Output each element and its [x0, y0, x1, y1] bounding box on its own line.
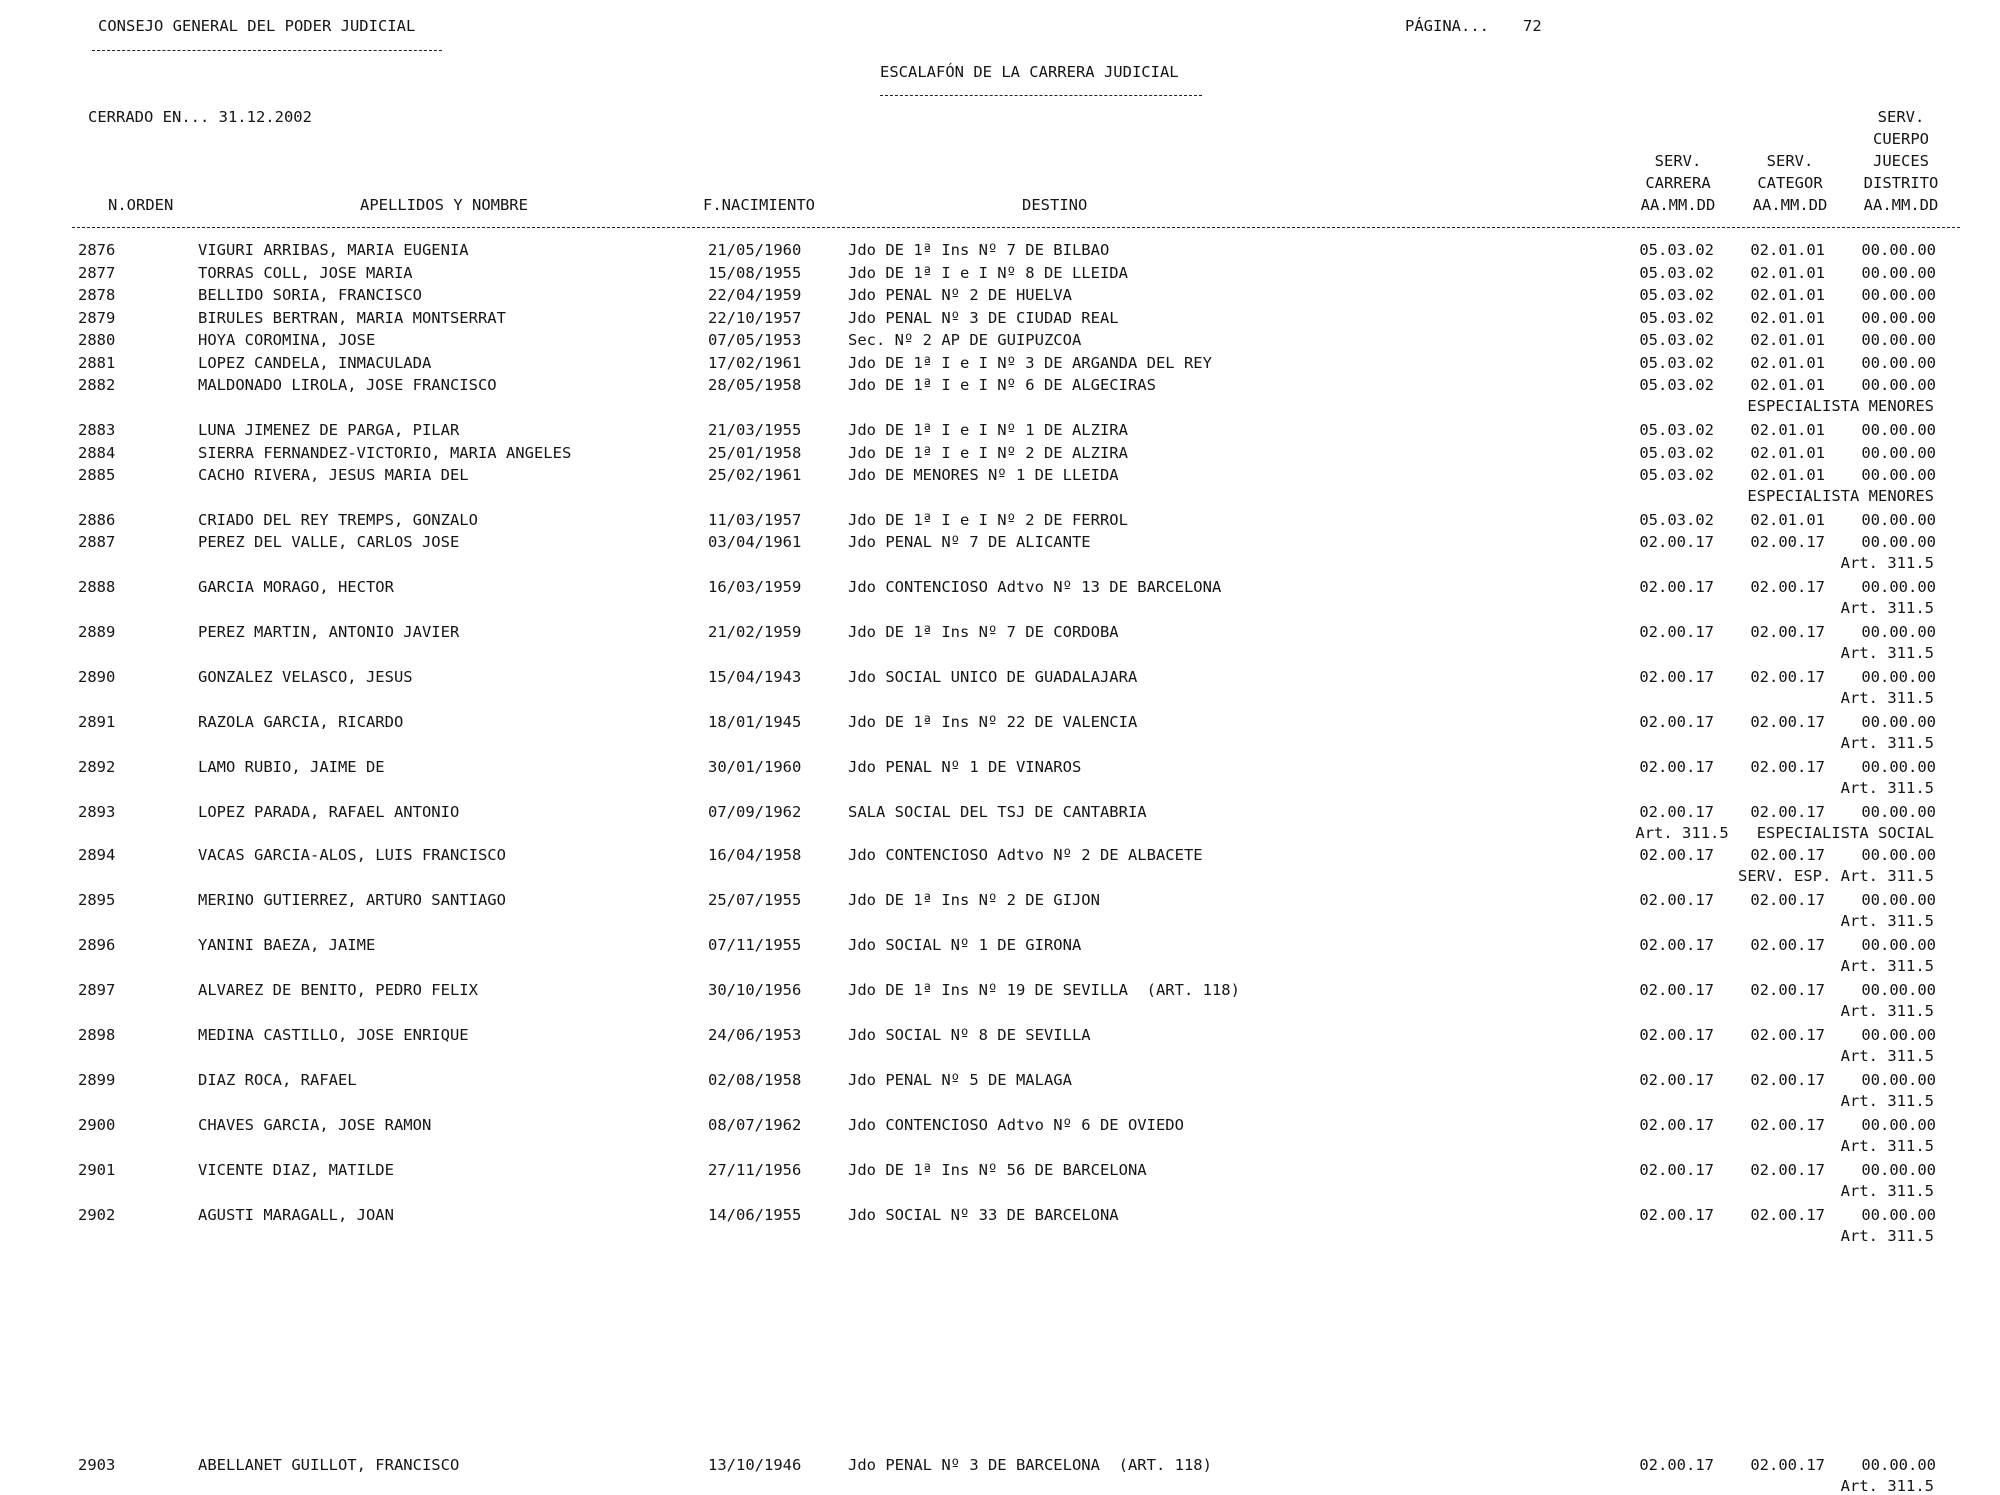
cell-dest: Jdo SOCIAL UNICO DE GUADALAJARA: [848, 668, 1138, 686]
cell-name: BELLIDO SORIA, FRANCISCO: [198, 286, 422, 304]
cell-dist: 00.00.00: [1861, 309, 1936, 327]
cell-dist: 00.00.00: [1861, 1026, 1936, 1044]
cell-n: 2878: [78, 286, 116, 304]
cell-dist: 00.00.00: [1861, 578, 1936, 596]
row-note: Art. 311.5: [1840, 1092, 1934, 1110]
cell-n: 2896: [78, 936, 116, 954]
cell-cat: 02.01.01: [1750, 376, 1825, 394]
row-note: Art. 311.5: [1840, 1182, 1934, 1200]
col-serv-cuerpo-2: CUERPO: [1873, 130, 1929, 148]
cell-cat: 02.00.17: [1750, 981, 1825, 999]
cell-n: 2898: [78, 1026, 116, 1044]
cell-name: CHAVES GARCIA, JOSE RAMON: [198, 1116, 432, 1134]
table-row: [0, 353, 2000, 375]
cell-dest: Jdo DE 1ª I e I Nº 2 DE ALZIRA: [848, 444, 1128, 462]
table-row: [0, 285, 2000, 307]
cell-born: 08/07/1962: [708, 1116, 802, 1134]
cell-car: 05.03.02: [1639, 376, 1714, 394]
cell-dist: 00.00.00: [1861, 376, 1936, 394]
table-row: [0, 510, 2000, 532]
cell-name: HOYA COROMINA, JOSE: [198, 331, 376, 349]
cell-name: GONZALEZ VELASCO, JESUS: [198, 668, 413, 686]
cell-cat: 02.00.17: [1750, 1071, 1825, 1089]
cell-dest: Jdo CONTENCIOSO Adtvo Nº 6 DE OVIEDO: [848, 1116, 1184, 1134]
table-row: [0, 443, 2000, 465]
cell-cat: 02.00.17: [1750, 758, 1825, 776]
row-note: Art. 311.5: [1840, 734, 1934, 752]
cell-dist: 00.00.00: [1861, 466, 1936, 484]
cell-car: 02.00.17: [1639, 623, 1714, 641]
cell-name: LOPEZ CANDELA, INMACULADA: [198, 354, 432, 372]
cell-car: 02.00.17: [1639, 803, 1714, 821]
col-destino: DESTINO: [1022, 196, 1088, 214]
col-nacimiento: F.NACIMIENTO: [703, 196, 815, 214]
cell-dest: Jdo DE 1ª I e I Nº 1 DE ALZIRA: [848, 421, 1128, 439]
closing-date: CERRADO EN... 31.12.2002: [88, 108, 312, 126]
cell-cat: 02.00.17: [1750, 1161, 1825, 1179]
cell-dist: 00.00.00: [1861, 846, 1936, 864]
cell-name: LUNA JIMENEZ DE PARGA, PILAR: [198, 421, 460, 439]
col-serv-cuerpo-1: SERV.: [1877, 108, 1925, 126]
cell-n: 2891: [78, 713, 116, 731]
cell-born: 25/02/1961: [708, 466, 802, 484]
cell-dist: 00.00.00: [1861, 354, 1936, 372]
table-row: [0, 935, 2000, 957]
cell-dest: Jdo DE MENORES Nº 1 DE LLEIDA: [848, 466, 1119, 484]
cell-n: 2887: [78, 533, 116, 551]
col-serv-carrera-3: AA.MM.DD: [1640, 196, 1716, 214]
cell-dest: Sec. Nº 2 AP DE GUIPUZCOA: [848, 331, 1082, 349]
cell-cat: 02.01.01: [1750, 444, 1825, 462]
cell-born: 30/10/1956: [708, 981, 802, 999]
cell-dest: Jdo PENAL Nº 2 DE HUELVA: [848, 286, 1072, 304]
cell-born: 22/04/1959: [708, 286, 802, 304]
cell-n: 2879: [78, 309, 116, 327]
row-note: Art. 311.5: [1840, 1227, 1934, 1245]
table-row: [0, 1025, 2000, 1047]
cell-born: 07/09/1962: [708, 803, 802, 821]
row-note: Art. 311.5: [1840, 644, 1934, 662]
table-row: [0, 465, 2000, 487]
cell-born: 07/05/1953: [708, 331, 802, 349]
table-row: [0, 980, 2000, 1002]
row-note: Art. 311.5: [1840, 1137, 1934, 1155]
cell-dest: Jdo DE 1ª Ins Nº 7 DE BILBAO: [848, 241, 1110, 259]
cell-name: PEREZ MARTIN, ANTONIO JAVIER: [198, 623, 460, 641]
cell-n: 2888: [78, 578, 116, 596]
cell-dist: 00.00.00: [1861, 936, 1936, 954]
cell-born: 30/01/1960: [708, 758, 802, 776]
cell-dist: 00.00.00: [1861, 1116, 1936, 1134]
cell-n: 2895: [78, 891, 116, 909]
institution-name: CONSEJO GENERAL DEL PODER JUDICIAL: [98, 17, 416, 35]
cell-car: 02.00.17: [1639, 1206, 1714, 1224]
table-row: [0, 712, 2000, 734]
cell-cat: 02.01.01: [1750, 331, 1825, 349]
table-row: [0, 1160, 2000, 1182]
col-serv-carrera-2: CARRERA: [1645, 174, 1711, 192]
cell-dist: 00.00.00: [1861, 511, 1936, 529]
row-note: Art. 311.5: [1840, 554, 1934, 572]
cell-name: VACAS GARCIA-ALOS, LUIS FRANCISCO: [198, 846, 506, 864]
row-note: SERV. ESP. Art. 311.5: [1738, 867, 1934, 885]
cell-dest: Jdo PENAL Nº 3 DE CIUDAD REAL: [848, 309, 1119, 327]
cell-car: 02.00.17: [1639, 981, 1714, 999]
cell-car: 05.03.02: [1639, 444, 1714, 462]
cell-name: GARCIA MORAGO, HECTOR: [198, 578, 394, 596]
cell-born: 27/11/1956: [708, 1161, 802, 1179]
cell-dest: Jdo CONTENCIOSO Adtvo Nº 13 DE BARCELONA: [848, 578, 1222, 596]
cell-car: 02.00.17: [1639, 668, 1714, 686]
cell-cat: 02.00.17: [1750, 1026, 1825, 1044]
cell-n: 2877: [78, 264, 116, 282]
cell-dist: 00.00.00: [1861, 331, 1936, 349]
cell-born: 21/05/1960: [708, 241, 802, 259]
table-row: [0, 622, 2000, 644]
cell-name: SIERRA FERNANDEZ-VICTORIO, MARIA ANGELES: [198, 444, 572, 462]
cell-dist: 00.00.00: [1861, 241, 1936, 259]
table-row: [0, 263, 2000, 285]
cell-dist: 00.00.00: [1861, 623, 1936, 641]
page-number: 72: [1523, 17, 1542, 35]
cell-name: ALVAREZ DE BENITO, PEDRO FELIX: [198, 981, 478, 999]
row-note: Art. 311.5: [1840, 779, 1934, 797]
row-note: Art. 311.5: [1840, 1002, 1934, 1020]
cell-born: 15/04/1943: [708, 668, 802, 686]
cell-cat: 02.00.17: [1750, 668, 1825, 686]
cell-cat: 02.00.17: [1750, 846, 1825, 864]
table-row: [0, 308, 2000, 330]
cell-name: MEDINA CASTILLO, JOSE ENRIQUE: [198, 1026, 469, 1044]
cell-dist: 00.00.00: [1861, 1206, 1936, 1224]
col-serv-carrera-1: SERV.: [1654, 152, 1702, 170]
cell-n: 2890: [78, 668, 116, 686]
cell-n: 2894: [78, 846, 116, 864]
cell-name: MERINO GUTIERREZ, ARTURO SANTIAGO: [198, 891, 506, 909]
cell-name: ABELLANET GUILLOT, FRANCISCO: [198, 1456, 460, 1474]
table-row: [0, 845, 2000, 867]
cell-car: 02.00.17: [1639, 1161, 1714, 1179]
cell-car: 02.00.17: [1639, 758, 1714, 776]
cell-name: AGUSTI MARAGALL, JOAN: [198, 1206, 394, 1224]
row-note: Art. 311.5: [1840, 912, 1934, 930]
cell-n: 2881: [78, 354, 116, 372]
cell-n: 2900: [78, 1116, 116, 1134]
cell-dist: 00.00.00: [1861, 803, 1936, 821]
cell-dest: Jdo PENAL Nº 3 DE BARCELONA (ART. 118): [848, 1456, 1212, 1474]
cell-name: CACHO RIVERA, JESUS MARIA DEL: [198, 466, 469, 484]
cell-born: 16/04/1958: [708, 846, 802, 864]
cell-dist: 00.00.00: [1861, 758, 1936, 776]
cell-born: 03/04/1961: [708, 533, 802, 551]
cell-cat: 02.00.17: [1750, 578, 1825, 596]
table-row: [0, 420, 2000, 442]
col-serv-categor-2: CATEGOR: [1757, 174, 1823, 192]
row-note: Art. 311.5: [1840, 599, 1934, 617]
cell-car: 02.00.17: [1639, 936, 1714, 954]
cell-cat: 02.00.17: [1750, 1456, 1825, 1474]
cell-name: DIAZ ROCA, RAFAEL: [198, 1071, 357, 1089]
cell-name: PEREZ DEL VALLE, CARLOS JOSE: [198, 533, 460, 551]
cell-born: 11/03/1957: [708, 511, 802, 529]
cell-n: 2899: [78, 1071, 116, 1089]
row-note: Art. 311.5: [1840, 1047, 1934, 1065]
cell-born: 28/05/1958: [708, 376, 802, 394]
cell-dest: Jdo DE 1ª Ins Nº 22 DE VALENCIA: [848, 713, 1138, 731]
cell-dist: 00.00.00: [1861, 286, 1936, 304]
cell-born: 18/01/1945: [708, 713, 802, 731]
cell-dist: 00.00.00: [1861, 1071, 1936, 1089]
cell-car: 02.00.17: [1639, 1116, 1714, 1134]
col-serv-categor-3: AA.MM.DD: [1752, 196, 1828, 214]
table-row: [0, 1205, 2000, 1227]
cell-born: 07/11/1955: [708, 936, 802, 954]
cell-car: 02.00.17: [1639, 846, 1714, 864]
cell-car: 05.03.02: [1639, 331, 1714, 349]
cell-n: 2883: [78, 421, 116, 439]
cell-dest: Jdo DE 1ª Ins Nº 2 DE GIJON: [848, 891, 1100, 909]
cell-car: 02.00.17: [1639, 891, 1714, 909]
cell-n: 2880: [78, 331, 116, 349]
col-n-orden: N.ORDEN: [108, 196, 174, 214]
cell-car: 02.00.17: [1639, 713, 1714, 731]
cell-dist: 00.00.00: [1861, 891, 1936, 909]
cell-cat: 02.01.01: [1750, 286, 1825, 304]
cell-born: 21/03/1955: [708, 421, 802, 439]
cell-dist: 00.00.00: [1861, 264, 1936, 282]
table-row: [0, 577, 2000, 599]
cell-born: 13/10/1946: [708, 1456, 802, 1474]
page-label: PÁGINA...: [1405, 17, 1489, 35]
col-serv-categor-1: SERV.: [1766, 152, 1814, 170]
table-row: [0, 532, 2000, 554]
cell-name: TORRAS COLL, JOSE MARIA: [198, 264, 413, 282]
cell-cat: 02.00.17: [1750, 891, 1825, 909]
cell-name: LAMO RUBIO, JAIME DE: [198, 758, 385, 776]
cell-cat: 02.01.01: [1750, 421, 1825, 439]
cell-n: 2901: [78, 1161, 116, 1179]
cell-n: 2902: [78, 1206, 116, 1224]
cell-n: 2892: [78, 758, 116, 776]
cell-dest: Jdo PENAL Nº 5 DE MALAGA: [848, 1071, 1072, 1089]
cell-n: 2876: [78, 241, 116, 259]
cell-born: 17/02/1961: [708, 354, 802, 372]
cell-n: 2897: [78, 981, 116, 999]
table-row: [0, 1455, 2000, 1477]
cell-born: 25/01/1958: [708, 444, 802, 462]
cell-born: 14/06/1955: [708, 1206, 802, 1224]
cell-born: 16/03/1959: [708, 578, 802, 596]
cell-dest: Jdo PENAL Nº 7 DE ALICANTE: [848, 533, 1091, 551]
table-row: [0, 1070, 2000, 1092]
cell-born: 25/07/1955: [708, 891, 802, 909]
table-row: [0, 240, 2000, 262]
cell-dest: Jdo DE 1ª Ins Nº 7 DE CORDOBA: [848, 623, 1119, 641]
cell-car: 05.03.02: [1639, 466, 1714, 484]
cell-dist: 00.00.00: [1861, 1161, 1936, 1179]
cell-car: 02.00.17: [1639, 1456, 1714, 1474]
cell-name: RAZOLA GARCIA, RICARDO: [198, 713, 404, 731]
cell-dest: Jdo SOCIAL Nº 33 DE BARCELONA: [848, 1206, 1119, 1224]
col-serv-cuerpo-4: DISTRITO: [1863, 174, 1939, 192]
cell-dist: 00.00.00: [1861, 713, 1936, 731]
cell-dest: Jdo DE 1ª Ins Nº 56 DE BARCELONA: [848, 1161, 1147, 1179]
cell-dest: Jdo DE 1ª Ins Nº 19 DE SEVILLA (ART. 118): [848, 981, 1240, 999]
cell-cat: 02.00.17: [1750, 623, 1825, 641]
table-row: [0, 330, 2000, 352]
cell-dest: Jdo PENAL Nº 1 DE VINAROS: [848, 758, 1082, 776]
cell-dist: 00.00.00: [1861, 981, 1936, 999]
table-row: [0, 375, 2000, 397]
cell-n: 2884: [78, 444, 116, 462]
document-title: ESCALAFÓN DE LA CARRERA JUDICIAL: [880, 63, 1179, 81]
cell-cat: 02.00.17: [1750, 533, 1825, 551]
cell-n: 2886: [78, 511, 116, 529]
cell-dest: SALA SOCIAL DEL TSJ DE CANTABRIA: [848, 803, 1147, 821]
cell-dest: Jdo SOCIAL Nº 8 DE SEVILLA: [848, 1026, 1091, 1044]
cell-name: VIGURI ARRIBAS, MARIA EUGENIA: [198, 241, 469, 259]
cell-cat: 02.00.17: [1750, 803, 1825, 821]
cell-cat: 02.01.01: [1750, 466, 1825, 484]
cell-cat: 02.00.17: [1750, 936, 1825, 954]
cell-name: LOPEZ PARADA, RAFAEL ANTONIO: [198, 803, 460, 821]
cell-name: YANINI BAEZA, JAIME: [198, 936, 376, 954]
cell-n: 2889: [78, 623, 116, 641]
cell-car: 05.03.02: [1639, 241, 1714, 259]
cell-cat: 02.01.01: [1750, 511, 1825, 529]
table-row: [0, 802, 2000, 824]
cell-car: 05.03.02: [1639, 421, 1714, 439]
cell-born: 02/08/1958: [708, 1071, 802, 1089]
cell-dest: Jdo SOCIAL Nº 1 DE GIRONA: [848, 936, 1082, 954]
cell-car: 02.00.17: [1639, 578, 1714, 596]
cell-born: 22/10/1957: [708, 309, 802, 327]
cell-n: 2882: [78, 376, 116, 394]
cell-n: 2893: [78, 803, 116, 821]
cell-car: 05.03.02: [1639, 309, 1714, 327]
cell-car: 02.00.17: [1639, 1026, 1714, 1044]
cell-cat: 02.00.17: [1750, 713, 1825, 731]
row-note: Art. 311.5 ESPECIALISTA SOCIAL: [1635, 824, 1934, 842]
cell-car: 02.00.17: [1639, 1071, 1714, 1089]
col-nombre: APELLIDOS Y NOMBRE: [360, 196, 528, 214]
cell-name: MALDONADO LIROLA, JOSE FRANCISCO: [198, 376, 497, 394]
cell-dest: Jdo DE 1ª I e I Nº 8 DE LLEIDA: [848, 264, 1128, 282]
cell-cat: 02.01.01: [1750, 264, 1825, 282]
cell-name: BIRULES BERTRAN, MARIA MONTSERRAT: [198, 309, 506, 327]
cell-car: 05.03.02: [1639, 511, 1714, 529]
cell-dest: Jdo DE 1ª I e I Nº 6 DE ALGECIRAS: [848, 376, 1156, 394]
cell-dest: Jdo DE 1ª I e I Nº 3 DE ARGANDA DEL REY: [848, 354, 1212, 372]
cell-born: 15/08/1955: [708, 264, 802, 282]
table-row: [0, 890, 2000, 912]
cell-dist: 00.00.00: [1861, 668, 1936, 686]
table-row: [0, 667, 2000, 689]
cell-name: VICENTE DIAZ, MATILDE: [198, 1161, 394, 1179]
col-serv-cuerpo-5: AA.MM.DD: [1863, 196, 1939, 214]
cell-car: 05.03.02: [1639, 264, 1714, 282]
cell-dest: Jdo CONTENCIOSO Adtvo Nº 2 DE ALBACETE: [848, 846, 1203, 864]
row-note: Art. 311.5: [1840, 689, 1934, 707]
row-note: Art. 311.5: [1840, 1477, 1934, 1495]
cell-car: 05.03.02: [1639, 354, 1714, 372]
cell-car: 05.03.02: [1639, 286, 1714, 304]
cell-car: 02.00.17: [1639, 533, 1714, 551]
cell-dist: 00.00.00: [1861, 421, 1936, 439]
row-note: ESPECIALISTA MENORES: [1747, 397, 1934, 415]
table-row: [0, 757, 2000, 779]
cell-cat: 02.01.01: [1750, 241, 1825, 259]
cell-cat: 02.00.17: [1750, 1116, 1825, 1134]
cell-dist: 00.00.00: [1861, 533, 1936, 551]
col-serv-cuerpo-3: JUECES: [1873, 152, 1929, 170]
cell-dest: Jdo DE 1ª I e I Nº 2 DE FERROL: [848, 511, 1128, 529]
cell-born: 24/06/1953: [708, 1026, 802, 1044]
table-row: [0, 1115, 2000, 1137]
row-note: ESPECIALISTA MENORES: [1747, 487, 1934, 505]
cell-cat: 02.01.01: [1750, 354, 1825, 372]
cell-cat: 02.01.01: [1750, 309, 1825, 327]
cell-cat: 02.00.17: [1750, 1206, 1825, 1224]
cell-n: 2903: [78, 1456, 116, 1474]
cell-name: CRIADO DEL REY TREMPS, GONZALO: [198, 511, 478, 529]
row-note: Art. 311.5: [1840, 957, 1934, 975]
cell-dist: 00.00.00: [1861, 444, 1936, 462]
cell-n: 2885: [78, 466, 116, 484]
cell-dist: 00.00.00: [1861, 1456, 1936, 1474]
cell-born: 21/02/1959: [708, 623, 802, 641]
